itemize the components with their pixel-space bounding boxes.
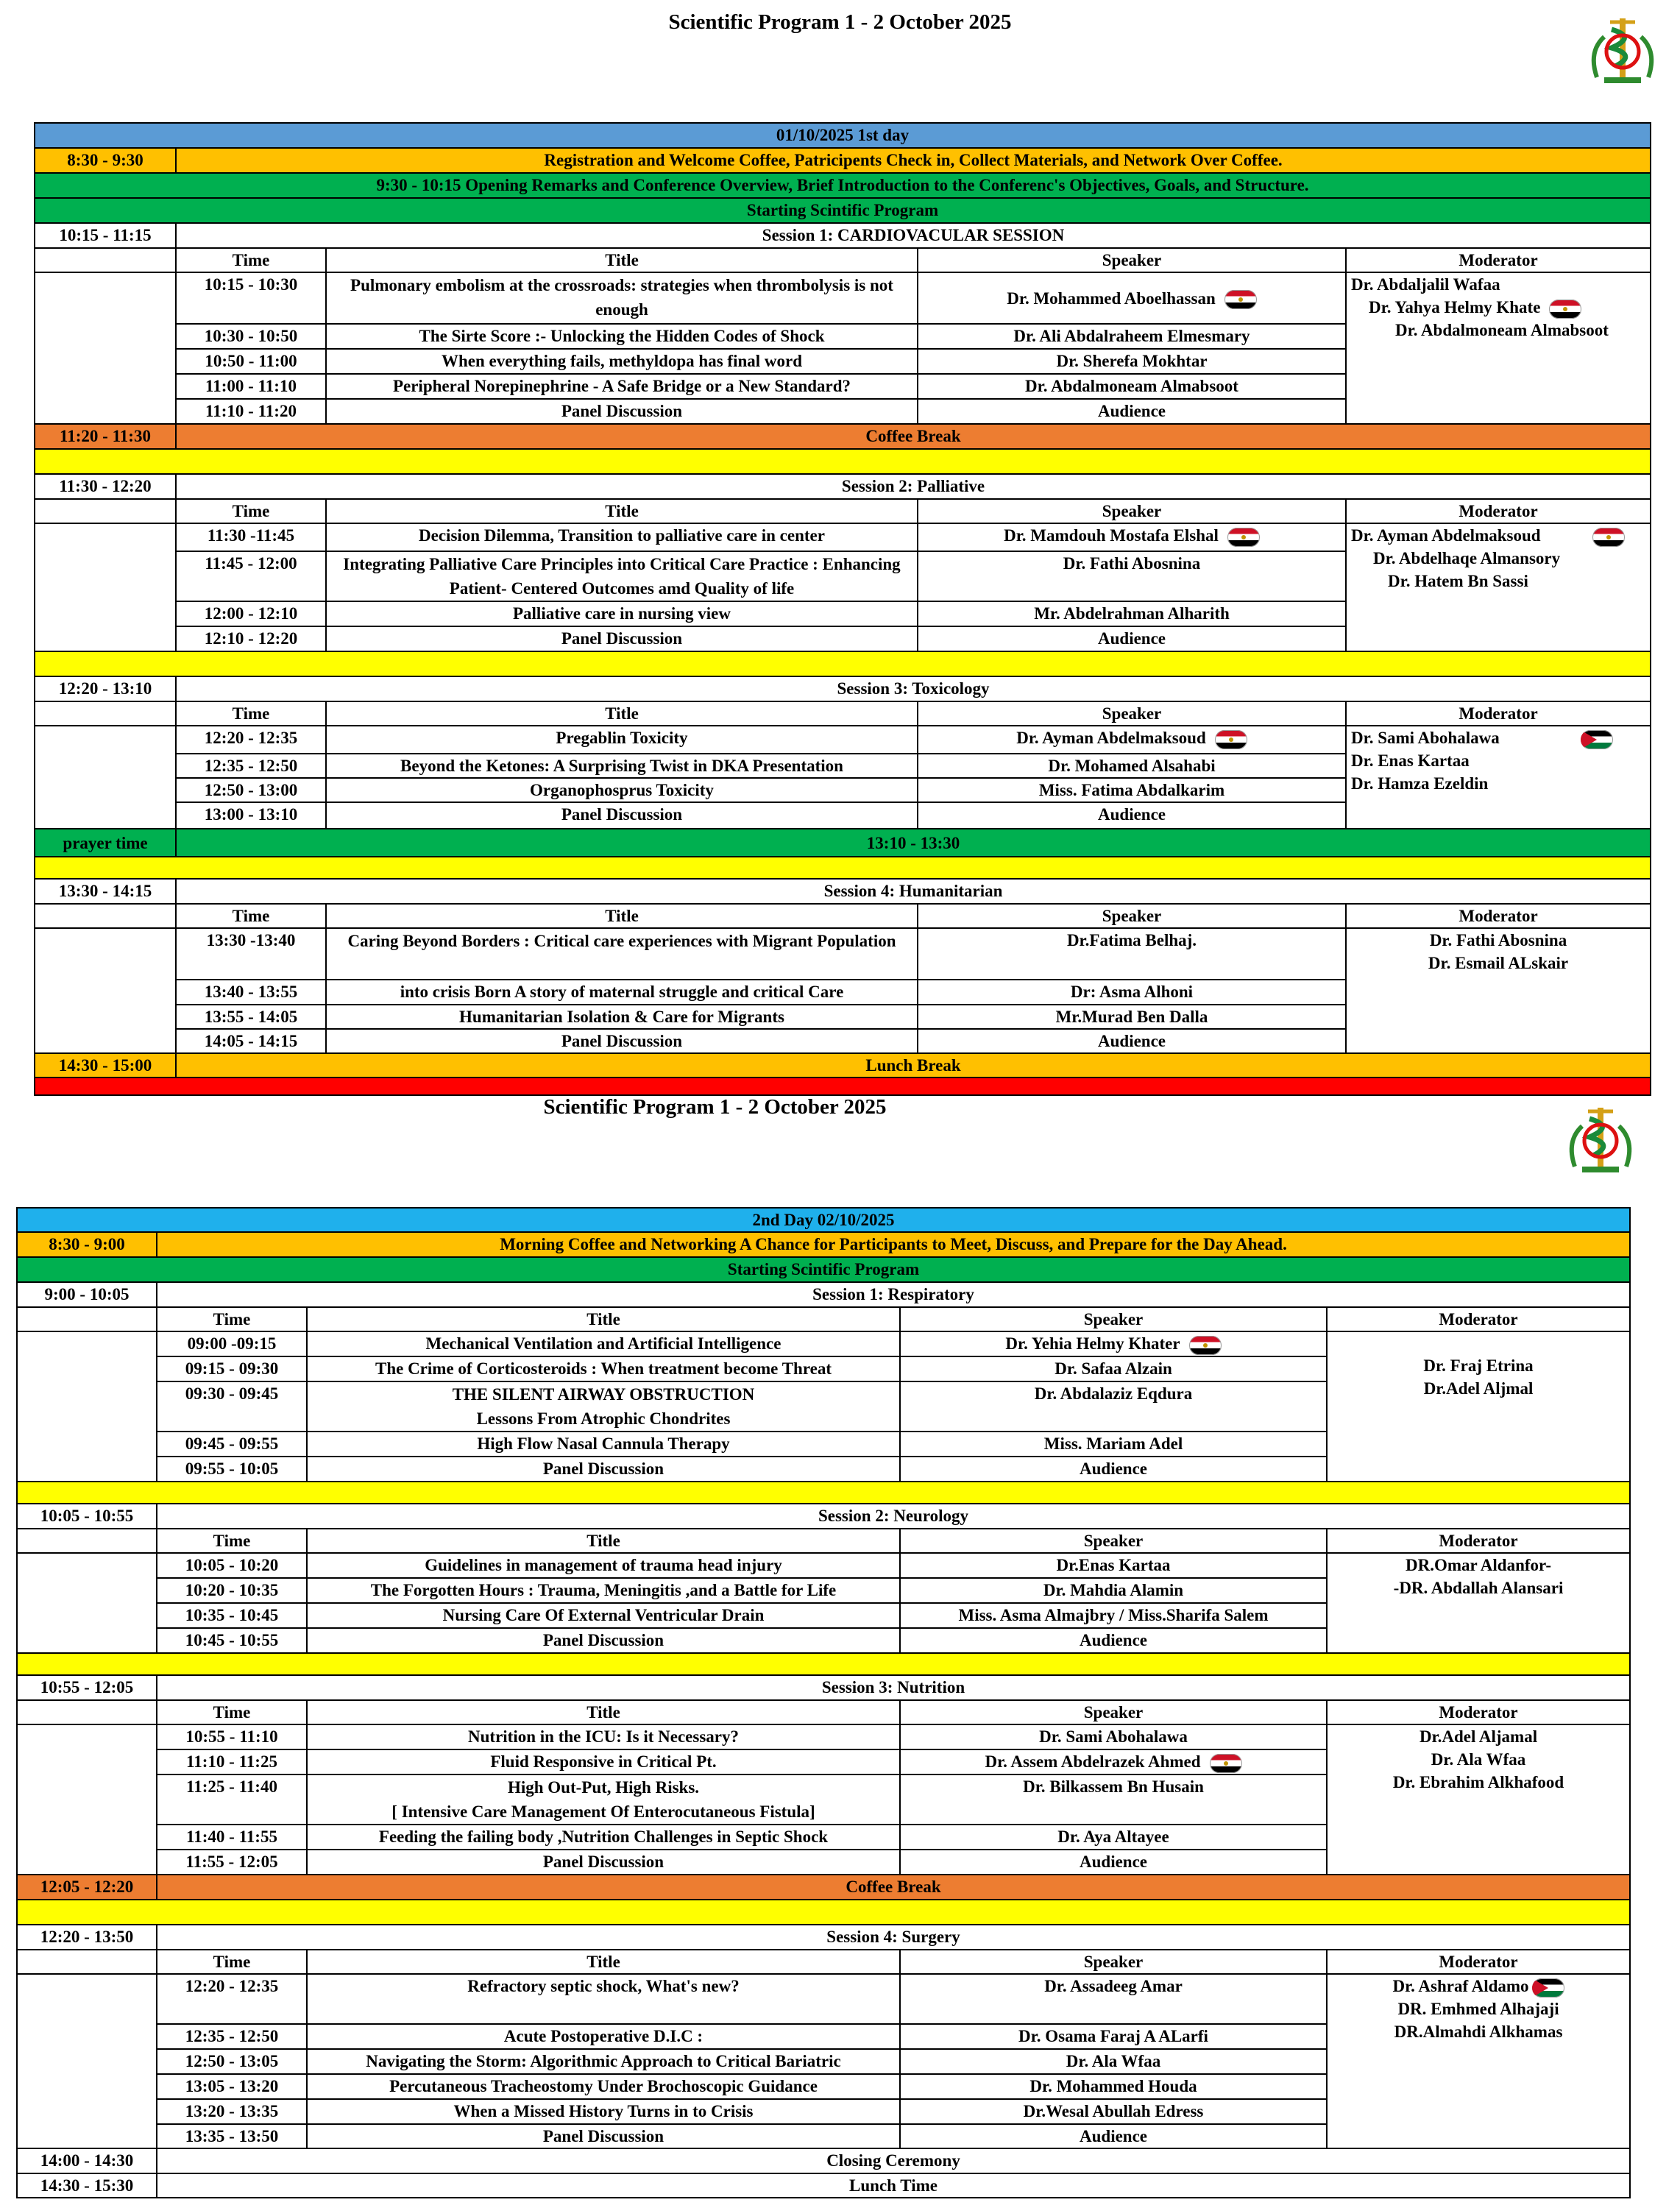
talk-title: High Flow Nasal Cannula Therapy [307,1432,900,1457]
talk-speaker: Dr. Safaa Alzain [900,1356,1327,1381]
spacer-row [35,449,1651,474]
talk-title: The Forgotten Hours : Trauma, Meningitis ,and a Battle for Life [307,1578,900,1603]
talk-title: Pulmonary embolism at the crossroads: strategies when thrombolysis is not enough [326,272,918,324]
session-time: 10:05 - 10:55 [17,1504,157,1529]
session-title: Session 4: Humanitarian [176,879,1651,904]
talk-speaker: Dr. Mohammed Aboelhassan [918,272,1346,324]
egypt-flag-icon [1210,1754,1242,1773]
session-time: 9:00 - 10:05 [17,1282,157,1307]
session-moderators: Dr. Fathi Abosnina Dr. Esmail ALskair [1346,928,1651,1053]
talk-time: 10:20 - 10:35 [157,1578,307,1603]
col-moderator: Moderator [1346,499,1651,523]
session-time: 12:20 - 13:10 [35,676,176,701]
talk-title: Nursing Care Of External Ventricular Drain [307,1603,900,1628]
col-moderator: Moderator [1327,1700,1630,1724]
talk-speaker: Dr: Asma Alhoni [918,980,1346,1005]
talk-speaker: Dr. Fathi Abosnina [918,551,1346,601]
talk-speaker: Dr. Mohammed Houda [900,2074,1327,2099]
talk-speaker: Miss. Fatima Abdalkarim [918,778,1346,802]
session-moderators: Dr. Sami Abohalawa Dr. Enas Kartaa Dr. Hamza Ezeldin [1346,726,1651,829]
talk-speaker: Dr. Aya Altayee [900,1825,1327,1850]
col-time: Time [176,904,326,928]
spacer-row [35,651,1651,676]
col-title: Title [307,1307,900,1331]
talk-time: 13:00 - 13:10 [176,802,326,829]
talk-time: 11:30 -11:45 [176,523,326,551]
talk-speaker: Dr.Enas Kartaa [900,1553,1327,1578]
day2-program-table [16,1207,1631,2198]
session-moderators: Dr. Ayman Abdelmaksoud Dr. Abdelhaqe Almansory Dr. Hatem Bn Sassi [1346,523,1651,651]
col-title: Title [307,1529,900,1553]
talk-title: Guidelines in management of trauma head injury [307,1553,900,1578]
talk-speaker: Dr. Abdalaziz Eqdura [900,1381,1327,1432]
talk-title: Panel Discussion [326,1029,918,1053]
talk-title: Panel Discussion [307,1850,900,1875]
talk-title: Peripheral Norepinephrine - A Safe Bridge or a New Standard? [326,374,918,399]
session-moderators: Dr. Ashraf Aldamo DR. Emhmed Alhajaji DR.Almahdi Alkhamas [1327,1974,1630,2148]
talk-speaker: Audience [900,2124,1327,2148]
spacer-row [17,1482,1630,1504]
spacer-row [17,1653,1630,1675]
talk-title: into crisis Born A story of maternal struggle and critical Care [326,980,918,1005]
talk-time: 09:45 - 09:55 [157,1432,307,1457]
talk-time: 09:15 - 09:30 [157,1356,307,1381]
day1-program-table [34,122,1651,1096]
spacer-row [17,1900,1630,1925]
talk-time: 14:05 - 14:15 [176,1029,326,1053]
lunch-break: Lunch Break [176,1053,1651,1078]
talk-speaker: Dr. Osama Faraj A ALarfi [900,2024,1327,2049]
col-speaker: Speaker [918,499,1346,523]
talk-speaker: Dr. Sami Abohalawa [900,1724,1327,1749]
talk-title: Organophosprus Toxicity [326,778,918,802]
day2-header: 2nd Day 02/10/2025 [17,1208,1630,1232]
talk-speaker: Dr. Bilkassem Bn Husain [900,1774,1327,1825]
talk-time: 13:55 - 14:05 [176,1005,326,1029]
talk-time: 11:00 - 11:10 [176,374,326,399]
session-title: Session 2: Neurology [157,1504,1630,1529]
talk-speaker: Dr. Mamdouh Mostafa Elshal [918,523,1346,551]
talk-time: 11:55 - 12:05 [157,1850,307,1875]
talk-title: Acute Postoperative D.I.C : [307,2024,900,2049]
talk-title: Decision Dilemma, Transition to palliative care in center [326,523,918,551]
talk-time: 12:20 - 12:35 [157,1974,307,2024]
talk-speaker: Audience [918,1029,1346,1053]
col-speaker: Speaker [918,904,1346,928]
talk-speaker: Audience [918,399,1346,424]
col-moderator: Moderator [1327,1950,1630,1974]
talk-speaker: Miss. Mariam Adel [900,1432,1327,1457]
talk-speaker: Dr. Assem Abdelrazek Ahmed [900,1749,1327,1774]
col-speaker: Speaker [900,1950,1327,1974]
lunch-time: 14:30 - 15:30 [17,2173,157,2198]
talk-speaker: Audience [918,802,1346,829]
session-time: 11:30 - 12:20 [35,474,176,499]
talk-title: Nutrition in the ICU: Is it Necessary? [307,1724,900,1749]
egypt-flag-icon [1224,290,1257,309]
talk-title: Palliative care in nursing view [326,601,918,626]
talk-speaker: Miss. Asma Almajbry / Miss.Sharifa Salem [900,1603,1327,1628]
talk-title: Navigating the Storm: Algorithmic Approach to Critical Bariatric [307,2049,900,2074]
session-time: 13:30 - 14:15 [35,879,176,904]
egypt-flag-icon [1592,528,1625,547]
col-moderator: Moderator [1327,1307,1630,1331]
col-time: Time [157,1950,307,1974]
session-title: Session 3: Nutrition [157,1675,1630,1700]
col-speaker: Speaker [918,248,1346,272]
talk-speaker: Dr. Mahdia Alamin [900,1578,1327,1603]
closing-ceremony: Closing Ceremony [157,2148,1630,2173]
col-moderator: Moderator [1346,701,1651,726]
col-moderator: Moderator [1327,1529,1630,1553]
col-speaker: Speaker [900,1529,1327,1553]
talk-time: 13:20 - 13:35 [157,2099,307,2124]
closing-time: 14:00 - 14:30 [17,2148,157,2173]
talk-speaker: Mr. Abdelrahman Alharith [918,601,1346,626]
talk-time: 09:00 -09:15 [157,1331,307,1356]
caduceus-logo-icon [1560,1097,1641,1178]
prayer-time: 13:10 - 13:30 [176,829,1651,857]
talk-title: THE SILENT AIRWAY OBSTRUCTION Lessons From Atrophic Chondrites [307,1381,900,1432]
opening-remarks: 9:30 - 10:15 Opening Remarks and Conference Overview, Brief Introduction to the Conferenc's Objectives, Goals, and Structure. [35,173,1651,198]
talk-time: 10:45 - 10:55 [157,1628,307,1653]
col-speaker: Speaker [918,701,1346,726]
talk-title: Percutaneous Tracheostomy Under Brochoscopic Guidance [307,2074,900,2099]
talk-title: Refractory septic shock, What's new? [307,1974,900,2024]
caduceus-logo-icon [1582,7,1663,88]
talk-title: Panel Discussion [326,399,918,424]
talk-title: Panel Discussion [307,1457,900,1482]
talk-speaker: Audience [918,626,1346,651]
talk-time: 11:10 - 11:20 [176,399,326,424]
talk-title: Beyond the Ketones: A Surprising Twist in DKA Presentation [326,754,918,778]
talk-title: Humanitarian Isolation & Care for Migrants [326,1005,918,1029]
talk-title: Panel Discussion [326,626,918,651]
session-title: Session 3: Toxicology [176,676,1651,701]
col-moderator: Moderator [1346,248,1651,272]
talk-speaker: Dr. Ayman Abdelmaksoud [918,726,1346,754]
talk-time: 11:10 - 11:25 [157,1749,307,1774]
talk-title: Feeding the failing body ,Nutrition Challenges in Septic Shock [307,1825,900,1850]
registration-text: Registration and Welcome Coffee, Patricipents Check in, Collect Materials, and Network Over Coffee. [176,148,1651,173]
col-speaker: Speaker [900,1307,1327,1331]
starting-program: Starting Scintific Program [17,1257,1630,1282]
talk-speaker: Audience [900,1457,1327,1482]
col-title: Title [307,1700,900,1724]
talk-title: Panel Discussion [326,802,918,829]
egypt-flag-icon [1227,528,1260,547]
coffee-break: Coffee Break [157,1875,1630,1900]
col-title: Title [326,701,918,726]
talk-speaker: Dr. Assadeeg Amar [900,1974,1327,2024]
morning-text: Morning Coffee and Networking A Chance for Participants to Meet, Discuss, and Prepare for the Day Ahead. [157,1232,1630,1257]
talk-title: The Crime of Corticosteroids : When treatment become Threat [307,1356,900,1381]
jordan-flag-icon [1581,730,1613,749]
talk-time: 12:10 - 12:20 [176,626,326,651]
talk-time: 09:55 - 10:05 [157,1457,307,1482]
talk-time: 10:15 - 10:30 [176,272,326,324]
talk-title: Panel Discussion [307,2124,900,2148]
talk-title: When a Missed History Turns in to Crisis [307,2099,900,2124]
talk-speaker: Dr. Mohamed Alsahabi [918,754,1346,778]
talk-speaker: Dr. Ali Abdalraheem Elmesmary [918,324,1346,349]
talk-time: 12:50 - 13:05 [157,2049,307,2074]
coffee-break: Coffee Break [176,424,1651,449]
end-bar [35,1078,1651,1095]
talk-time: 11:45 - 12:00 [176,551,326,601]
talk-time: 10:50 - 11:00 [176,349,326,374]
col-time: Time [157,1700,307,1724]
talk-time: 11:40 - 11:55 [157,1825,307,1850]
talk-title: Pregablin Toxicity [326,726,918,754]
talk-speaker: Dr. Ala Wfaa [900,2049,1327,2074]
talk-time: 11:25 - 11:40 [157,1774,307,1825]
morning-time: 8:30 - 9:00 [17,1232,157,1257]
day1-header: 01/10/2025 1st day [35,123,1651,148]
talk-time: 13:40 - 13:55 [176,980,326,1005]
talk-speaker: Mr.Murad Ben Dalla [918,1005,1346,1029]
egypt-flag-icon [1549,300,1581,319]
talk-speaker: Dr. Sherefa Mokhtar [918,349,1346,374]
talk-speaker: Dr.Fatima Belhaj. [918,928,1346,980]
talk-time: 12:35 - 12:50 [176,754,326,778]
col-title: Title [326,904,918,928]
session-moderators: Dr. Fraj Etrina Dr.Adel Aljmal [1327,1331,1630,1482]
spacer-row [35,857,1651,879]
talk-title: Caring Beyond Borders : Critical care experiences with Migrant Population [326,928,918,980]
col-title: Title [326,499,918,523]
egypt-flag-icon [1189,1336,1222,1355]
talk-title: Fluid Responsive in Critical Pt. [307,1749,900,1774]
coffee-time: 11:20 - 11:30 [35,424,176,449]
session-time: 10:15 - 11:15 [35,223,176,248]
talk-speaker: Dr. Abdalmoneam Almabsoot [918,374,1346,399]
starting-program: Starting Scintific Program [35,198,1651,223]
session-title: Session 2: Palliative [176,474,1651,499]
talk-time: 10:30 - 10:50 [176,324,326,349]
talk-speaker: Dr. Yehia Helmy Khater [900,1331,1327,1356]
jordan-flag-icon [1532,1978,1564,1998]
coffee-time: 12:05 - 12:20 [17,1875,157,1900]
talk-title: When everything fails, methyldopa has final word [326,349,918,374]
talk-title: Panel Discussion [307,1628,900,1653]
prayer-label: prayer time [35,829,176,857]
session-time: 12:20 - 13:50 [17,1925,157,1950]
talk-title: The Sirte Score :- Unlocking the Hidden Codes of Shock [326,324,918,349]
talk-time: 10:55 - 11:10 [157,1724,307,1749]
col-moderator: Moderator [1346,904,1651,928]
session-title: Session 1: CARDIOVACULAR SESSION [176,223,1651,248]
col-time: Time [176,248,326,272]
col-title: Title [307,1950,900,1974]
talk-time: 10:05 - 10:20 [157,1553,307,1578]
talk-title: High Out-Put, High Risks. [ Intensive Care Management Of Enterocutaneous Fistula] [307,1774,900,1825]
page-title: Scientific Program 1 - 2 October 2025 [543,1095,887,1119]
talk-time: 13:05 - 13:20 [157,2074,307,2099]
talk-title: Integrating Palliative Care Principles into Critical Care Practice : Enhancing Patient- Centered Outcomes amd Quality of life [326,551,918,601]
talk-time: 13:30 -13:40 [176,928,326,980]
session-moderators: Dr.Adel Aljamal Dr. Ala Wfaa Dr. Ebrahim Alkhafood [1327,1724,1630,1875]
talk-title: Mechanical Ventilation and Artificial Intelligence [307,1331,900,1356]
talk-time: 12:50 - 13:00 [176,778,326,802]
talk-speaker: Dr.Wesal Abullah Edress [900,2099,1327,2124]
session-moderators: DR.Omar Aldanfor- -DR. Abdallah Alansari [1327,1553,1630,1653]
session-moderators: Dr. Abdaljalil Wafaa Dr. Yahya Helmy Khate Dr. Abdalmoneam Almabsoot [1346,272,1651,424]
session-title: Session 1: Respiratory [157,1282,1630,1307]
talk-time: 09:30 - 09:45 [157,1381,307,1432]
lunch-time-label: Lunch Time [157,2173,1630,2198]
talk-time: 13:35 - 13:50 [157,2124,307,2148]
talk-time: 12:35 - 12:50 [157,2024,307,2049]
col-time: Time [157,1529,307,1553]
session-time: 10:55 - 12:05 [17,1675,157,1700]
egypt-flag-icon [1215,730,1247,749]
lunch-time: 14:30 - 15:00 [35,1053,176,1078]
col-speaker: Speaker [900,1700,1327,1724]
talk-time: 12:20 - 12:35 [176,726,326,754]
page-title: Scientific Program 1 - 2 October 2025 [668,10,1012,34]
col-time: Time [176,701,326,726]
session-title: Session 4: Surgery [157,1925,1630,1950]
col-title: Title [326,248,918,272]
talk-speaker: Audience [900,1628,1327,1653]
col-time: Time [176,499,326,523]
reg-time: 8:30 - 9:30 [35,148,176,173]
talk-time: 12:00 - 12:10 [176,601,326,626]
col-time: Time [157,1307,307,1331]
talk-speaker: Audience [900,1850,1327,1875]
talk-time: 10:35 - 10:45 [157,1603,307,1628]
